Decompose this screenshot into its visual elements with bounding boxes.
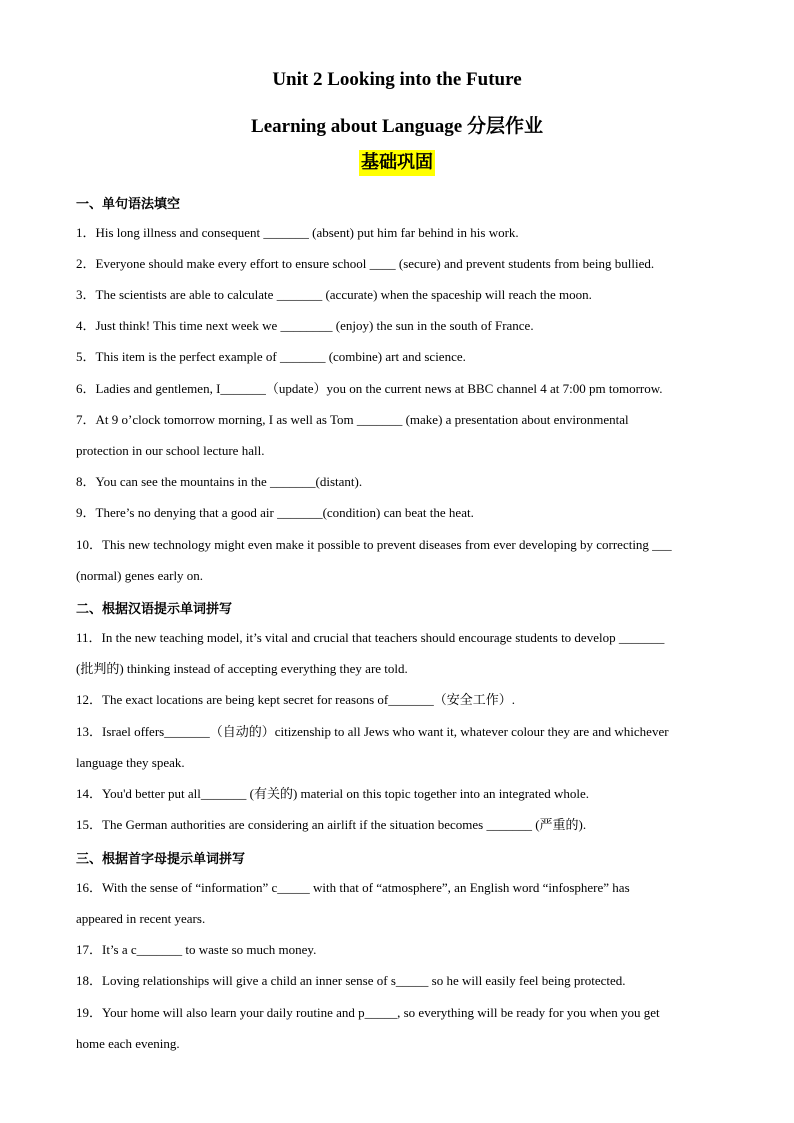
level-badge-row — [0, 150, 794, 176]
question-line: 11．In the new teaching model, it’s vital and crucial that teachers should encourage students to develop _______ — [76, 630, 665, 645]
question-line: 18．Loving relationships will give a child an inner sense of s_____ so he will easily feel being protected. — [76, 973, 626, 988]
question-line: 4．Just think! This time next week we ________ (enjoy) the sun in the south of France. — [76, 318, 534, 333]
question-line: 12．The exact locations are being kept secret for reasons of_______（安全工作）. — [76, 692, 515, 707]
page-title: Unit 2 Looking into the Future — [272, 69, 522, 90]
section-heading-3: 三、根据首字母提示单词拼写 — [76, 852, 246, 867]
question-line-continued: (normal) genes early on. — [76, 568, 204, 583]
question-line: 7．At 9 o’clock tomorrow morning, I as well as Tom _______ (make) a presentation about environmental — [76, 412, 629, 427]
question-line: 3．The scientists are able to calculate _______ (accurate) when the spaceship will reach the moon. — [76, 287, 592, 302]
question-line: 6．Ladies and gentlemen, I_______（update）you on the current news at BBC channel 4 at 7:00 pm tomorrow. — [76, 381, 663, 396]
question-line: 15．The German authorities are considering an airlift if the situation becomes _______ (严重的). — [76, 817, 587, 832]
question-line: 5．This item is the perfect example of _______ (combine) art and science. — [76, 349, 466, 364]
question-line-continued: protection in our school lecture hall. — [76, 443, 265, 458]
level-badge: 基础巩固 — [359, 150, 435, 176]
question-line-continued: home each evening. — [76, 1036, 180, 1051]
question-line-continued: appeared in recent years. — [76, 911, 206, 926]
question-line: 1．His long illness and consequent _______ (absent) put him far behind in his work. — [76, 225, 519, 240]
question-line: 2．Everyone should make every effort to ensure school ____ (secure) and prevent students from being bullied. — [76, 256, 655, 271]
section-heading-2: 二、根据汉语提示单词拼写 — [76, 602, 233, 617]
question-line: 13．Israel offers_______（自动的）citizenship to all Jews who want it, whatever colour they are and whichever — [76, 724, 669, 739]
question-line-continued: (批判的) thinking instead of accepting everything they are told. — [76, 661, 408, 676]
question-line: 17．It’s a c_______ to waste so much money. — [76, 942, 317, 957]
page-subtitle: Learning about Language 分层作业 — [251, 116, 543, 137]
question-line: 19．Your home will also learn your daily routine and p_____, so everything will be ready for you when you get — [76, 1005, 660, 1020]
question-line: 14．You'd better put all_______ (有关的) material on this topic together into an integrated whole. — [76, 786, 589, 801]
question-line: 16．With the sense of “information” c_____ with that of “atmosphere”, an English word “infosphere” has — [76, 880, 630, 895]
question-line: 9．There’s no denying that a good air _______(condition) can beat the heat. — [76, 505, 474, 520]
question-line: 10．This new technology might even make it possible to prevent diseases from ever developing by correcting ___ — [76, 537, 672, 552]
question-line: 8．You can see the mountains in the _______(distant). — [76, 474, 363, 489]
question-line-continued: language they speak. — [76, 755, 185, 770]
section-heading-1: 一、单句语法填空 — [76, 197, 181, 212]
